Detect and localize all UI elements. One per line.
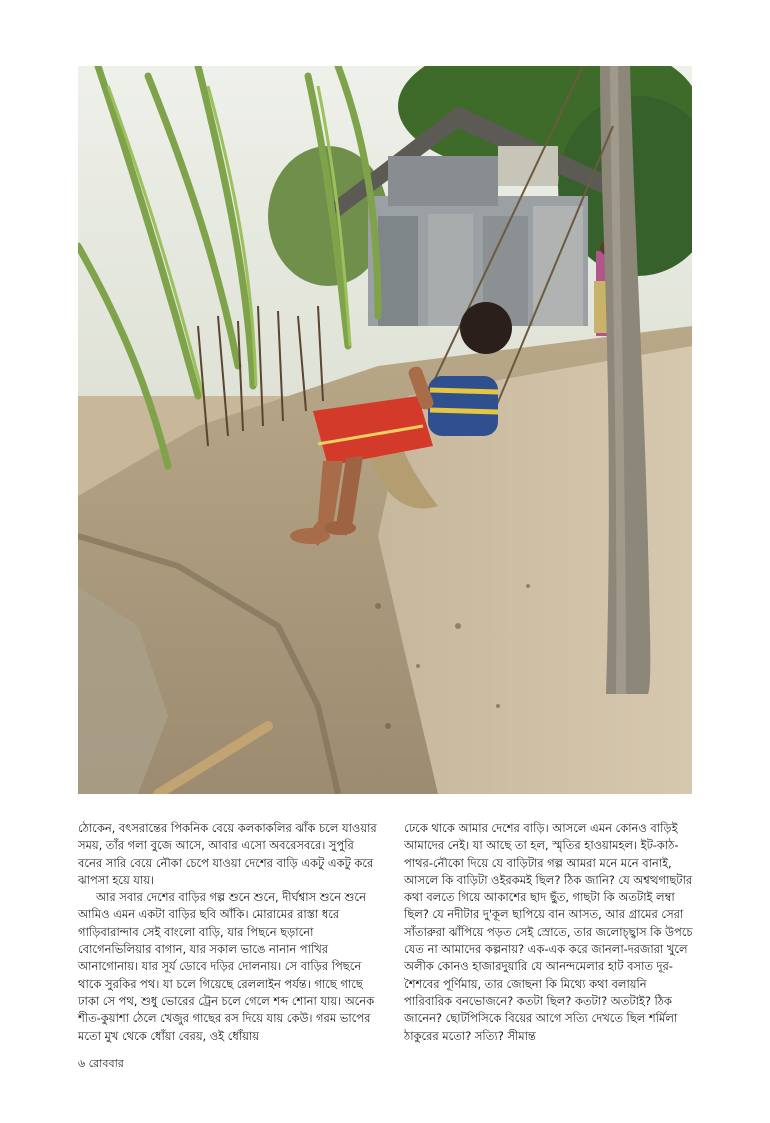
text-column-right: [404, 820, 694, 1045]
paragraph: ঠোকেন, বৎসরান্তের পিকনিক বেয়ে কলকাকলির ঝাঁক চলে যাওয়ার সময়, তাঁর গলা বুজে আসে, আবার এসো অবরেসবরে। সুপুরি বনের সারি বেয়ে নৌকা চেপে যাওয়া দেশের বাড়ি একটু একটু করে ঝাপসা হয়ে যায়।: [78, 821, 377, 887]
page-folio: ৬ রোববার: [78, 1057, 124, 1070]
text-column-left: [78, 820, 378, 1045]
photo-boy-on-swing: [78, 66, 692, 794]
paragraph: ঢেকে থাকে আমার দেশের বাড়ি। আসলে এমন কোনও বাড়িই আমাদের নেই। যা আছে তা হল, স্মৃতির হাওয়ামহল। ইট-কাঠ-পাথর-নৌকো দিয়ে যে বাড়িটার গল্প আমরা মনে মনে বানাই, আসলে কি বাড়িটা ওইরকমই ছিল? ঠিক জানি? যে অশ্বত্থগাছটার কথা বলতে গিয়ে আকাশের ছাদ ছুঁত, গাছটা কি অতটাই লম্বা ছিল? যে নদীটার দু'কূল ছাপিয়ে বান আসত, আর গ্রামের সেরা সাঁতারুরা ঝাঁপিয়ে পড়ত সেই স্রোতে, তার জলোচ্ছ্বাস কি উপচে যেত না আমাদের কল্পনায়? এক-এক করে জানলা-দরজারা খুলে অলীক কোনও হাজারদুয়ারি যে আনন্দমেলার হাট বসাত দূর-শৈশবের পূর্ণিমায়, তার জোছনা কি মিথ্যে কথা বলায়নি পারিবারিক বনভোজনে? কতটা ছিল? কতটা? অতটাই? ঠিক জানেন? ছোটপিসিকে বিয়ের আগে সত্যি দেখতে ছিল শর্মিলা ঠাকুরের মতো? সত্যি? সীমান্ত: [404, 821, 693, 1043]
paragraph: আর সবার দেশের বাড়ির গল্প শুনে শুনে, দীর্ঘশ্বাস শুনে শুনে আমিও এমন একটা বাড়ির ছবি আঁকি। মোরামের রাস্তা ধরে গাড়িবারান্দাব সেই বাংলো বাড়ি, যার পিছনে ছড়ানো বোগেনভিলিয়ার বাগান, যার সকাল ভাঙে নানান পাখির আনাগোনায়। যার সূর্য ডোবে দড়ির দোলনায়। সে বাড়ির পিছনে থাকে সুরকির পথ। যা চলে গিয়েছে রেললাইন পর্যন্ত। গাছে গাছে ঢাকা সে পথ, শুধু ভোরের ট্রেন চলে গেলে শব্দ শোনা যায়। অনেক শীত-কুয়াশা ঠেলে খেজুর গাছের রস দিয়ে যায় কেউ। গরম ভাপের মতো মুখ থেকে ধোঁয়া বেরয়, ওই ধোঁয়ায়: [78, 890, 375, 1043]
